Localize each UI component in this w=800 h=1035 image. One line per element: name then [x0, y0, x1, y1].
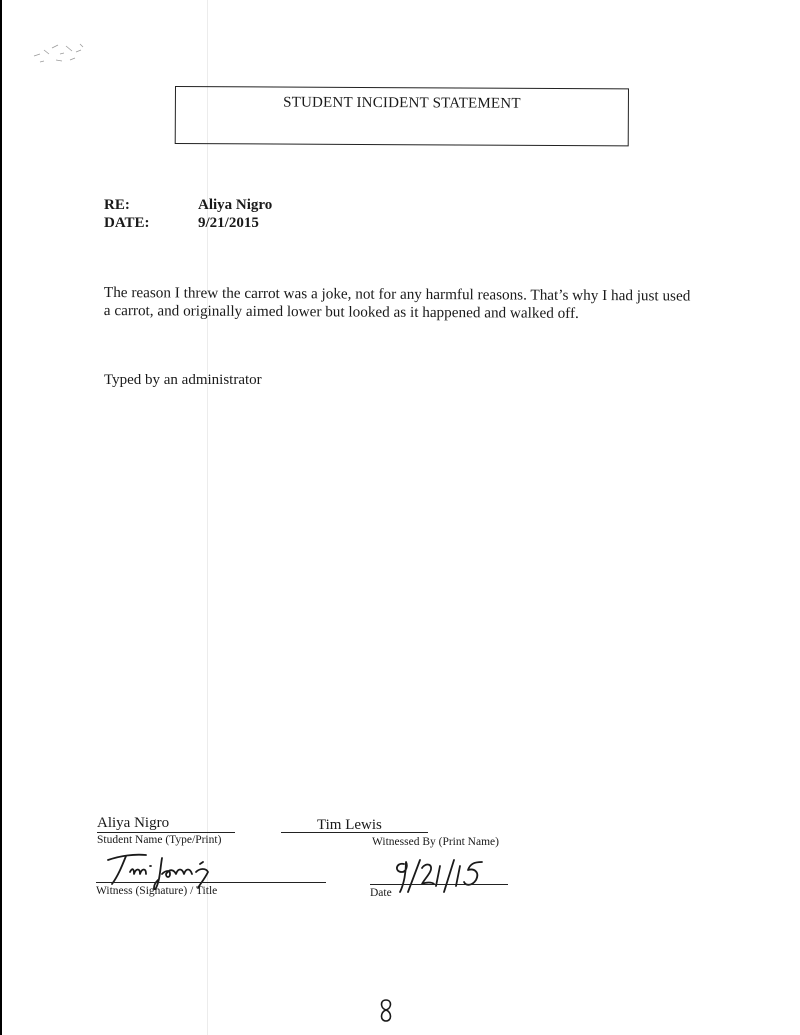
student-name: Aliya Nigro	[97, 816, 235, 833]
witness-name-underline-right	[382, 818, 428, 833]
re-row	[104, 196, 272, 214]
scan-edge	[0, 0, 2, 1035]
witness-name-underline-left	[281, 818, 317, 833]
date-caption: Date	[370, 887, 392, 899]
date-row	[104, 214, 272, 232]
page-title: STUDENT INCIDENT STATEMENT	[283, 94, 521, 112]
statement-line-1: The reason I threw the carrot was a joke, not for any harmful reasons. That’s why I had just used	[103, 284, 691, 305]
witness-name: Tim Lewis	[317, 817, 382, 833]
re-value: Aliya Nigro	[198, 197, 273, 213]
witnessed-by-caption: Witnessed By (Print Name)	[372, 836, 499, 848]
scan-smudge	[30, 38, 90, 68]
re-block	[104, 196, 272, 232]
page-number	[374, 996, 398, 1024]
date-label: DATE:	[104, 215, 150, 231]
statement-line-2: a carrot, and originally aimed lower but looked as it happened and walked off.	[103, 301, 579, 322]
witness-signature	[100, 846, 240, 890]
date-value: 9/21/2015	[198, 215, 259, 231]
signature-line	[96, 882, 326, 883]
witness-name-line	[281, 818, 428, 833]
typed-by-note: Typed by an administrator	[104, 372, 262, 388]
student-name-caption: Student Name (Type/Print)	[97, 834, 222, 846]
title-box	[175, 86, 629, 146]
handwritten-date	[386, 856, 496, 896]
signature-caption: Witness (Signature) / Title	[96, 885, 218, 897]
statement-text	[104, 284, 704, 324]
date-line	[370, 884, 508, 885]
re-label: RE:	[104, 197, 130, 213]
